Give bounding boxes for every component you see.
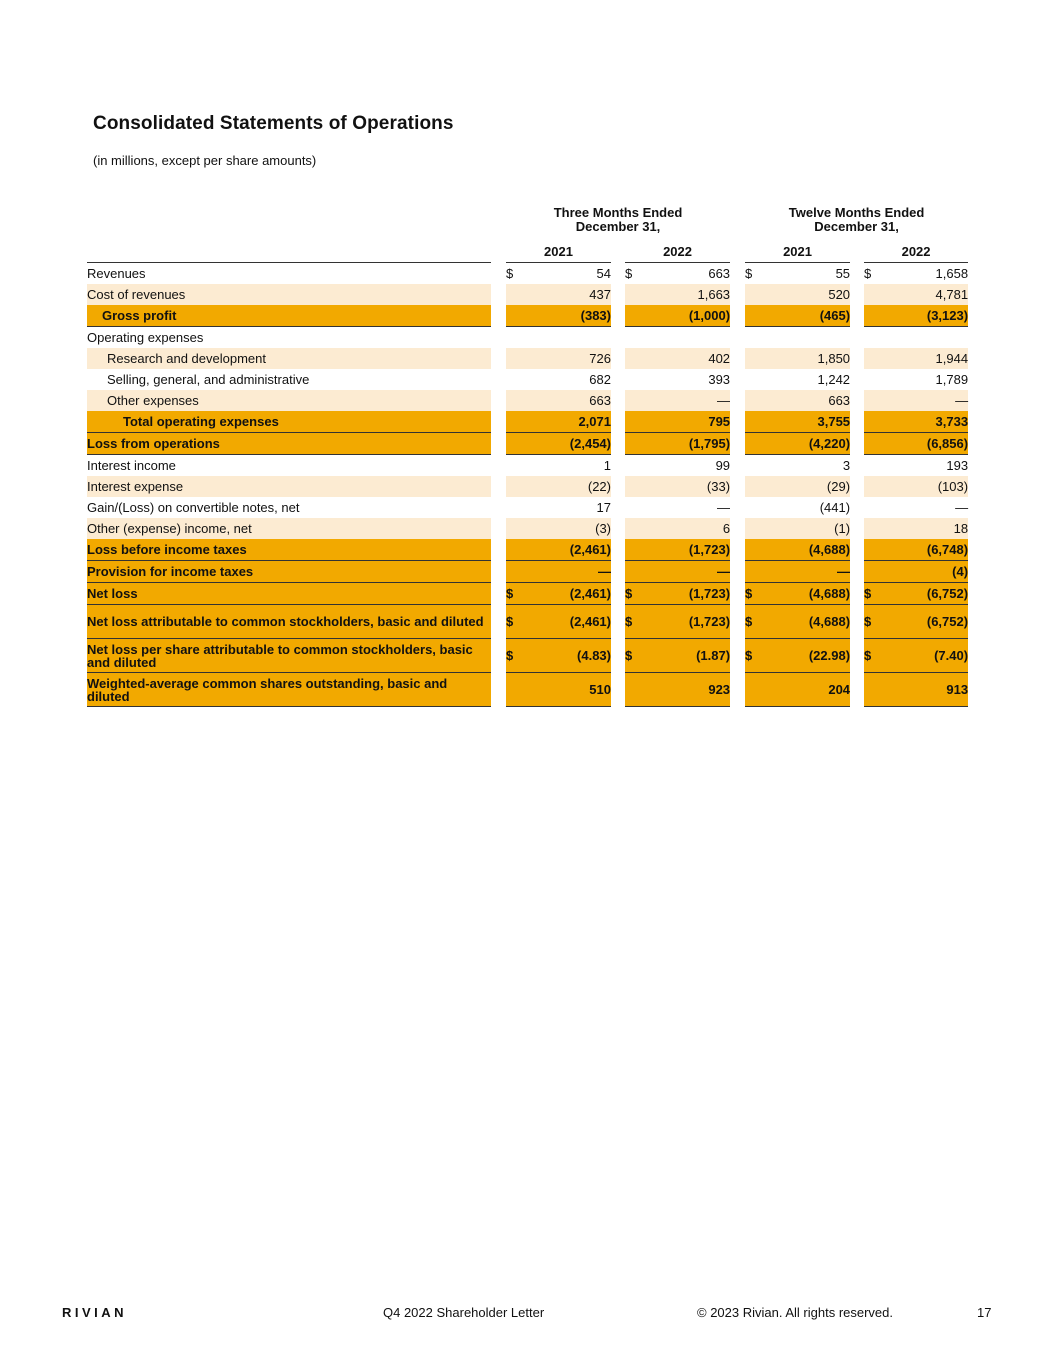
dollar-sign: $	[625, 605, 643, 639]
table-row	[87, 455, 968, 477]
value-cell: —	[763, 561, 850, 583]
row-label: Cost of revenues	[87, 284, 491, 305]
row-label: Selling, general, and administrative	[87, 369, 491, 390]
dollar-sign	[864, 369, 882, 390]
dollar-sign	[864, 497, 882, 518]
value-cell: 1,944	[882, 348, 968, 369]
value-cell: —	[882, 390, 968, 411]
header-twelve-months: Twelve Months Ended December 31,	[788, 205, 925, 234]
table-row	[87, 539, 968, 561]
dollar-sign	[864, 561, 882, 583]
row-label: Loss from operations	[87, 433, 491, 455]
dollar-sign: $	[506, 583, 524, 605]
table-row	[87, 476, 968, 497]
value-cell: (22.98)	[763, 639, 850, 673]
dollar-sign	[625, 411, 643, 433]
value-cell: 393	[643, 369, 730, 390]
table-row	[87, 561, 968, 583]
value-cell: 923	[643, 673, 730, 707]
year-header: 2021	[745, 240, 850, 263]
row-label: Revenues	[87, 263, 491, 285]
dollar-sign	[864, 476, 882, 497]
dollar-sign	[745, 411, 763, 433]
year-header: 2022	[864, 240, 968, 263]
dollar-sign	[625, 390, 643, 411]
value-cell: (1,795)	[643, 433, 730, 455]
dollar-sign	[864, 455, 882, 477]
year-header: 2022	[625, 240, 730, 263]
table-row	[87, 605, 968, 639]
value-cell: 682	[524, 369, 611, 390]
value-cell: (441)	[763, 497, 850, 518]
dollar-sign	[625, 369, 643, 390]
value-cell: 17	[524, 497, 611, 518]
dollar-sign	[745, 369, 763, 390]
dollar-sign	[625, 561, 643, 583]
value-cell: 3,733	[882, 411, 968, 433]
footer-letter-title: Q4 2022 Shareholder Letter	[383, 1305, 545, 1320]
dollar-sign: $	[864, 583, 882, 605]
value-cell: 1	[524, 455, 611, 477]
table-row	[87, 497, 968, 518]
dollar-sign	[625, 455, 643, 477]
row-label: Provision for income taxes	[87, 561, 491, 583]
dollar-sign	[864, 390, 882, 411]
dollar-sign	[625, 433, 643, 455]
row-label: Interest expense	[87, 476, 491, 497]
row-label: Loss before income taxes	[87, 539, 491, 561]
table-row	[87, 411, 968, 433]
value-cell: 510	[524, 673, 611, 707]
value-cell: 663	[763, 390, 850, 411]
value-cell: (1,723)	[643, 539, 730, 561]
value-cell: (1)	[763, 518, 850, 539]
dollar-sign: $	[506, 639, 524, 673]
table-row	[87, 263, 968, 285]
value-cell: (1,000)	[643, 305, 730, 327]
row-label: Interest income	[87, 455, 491, 477]
dollar-sign	[864, 348, 882, 369]
value-cell: (6,856)	[882, 433, 968, 455]
row-label: Other expenses	[87, 390, 491, 411]
value-cell	[643, 327, 730, 349]
value-cell: 204	[763, 673, 850, 707]
dollar-sign	[506, 411, 524, 433]
dollar-sign	[745, 390, 763, 411]
row-label: Net loss	[87, 583, 491, 605]
header-three-months: Three Months Ended December 31,	[553, 205, 683, 234]
table-row	[87, 305, 968, 327]
row-label: Research and development	[87, 348, 491, 369]
value-cell: 3,755	[763, 411, 850, 433]
dollar-sign	[625, 673, 643, 707]
value-cell: 193	[882, 455, 968, 477]
value-cell: (3,123)	[882, 305, 968, 327]
value-cell: 1,850	[763, 348, 850, 369]
dollar-sign	[745, 539, 763, 561]
table-row	[87, 583, 968, 605]
value-cell: (1,723)	[643, 583, 730, 605]
table-row	[87, 639, 968, 673]
row-label: Net loss per share attributable to common stockholders, basic and diluted	[87, 639, 491, 673]
dollar-sign	[745, 327, 763, 349]
value-cell: (4,220)	[763, 433, 850, 455]
dollar-sign	[864, 305, 882, 327]
page-title: Consolidated Statements of Operations	[93, 113, 454, 134]
dollar-sign	[625, 284, 643, 305]
dollar-sign	[506, 369, 524, 390]
value-cell: 913	[882, 673, 968, 707]
row-label: Net loss attributable to common stockholders, basic and diluted	[87, 605, 491, 639]
dollar-sign: $	[864, 605, 882, 639]
value-cell: (29)	[763, 476, 850, 497]
value-cell: 1,658	[882, 263, 968, 285]
value-cell: —	[882, 497, 968, 518]
dollar-sign	[745, 433, 763, 455]
value-cell: 726	[524, 348, 611, 369]
dollar-sign	[506, 561, 524, 583]
dollar-sign	[506, 284, 524, 305]
dollar-sign	[864, 539, 882, 561]
table-row	[87, 433, 968, 455]
dollar-sign	[506, 518, 524, 539]
row-label: Gain/(Loss) on convertible notes, net	[87, 497, 491, 518]
dollar-sign	[506, 327, 524, 349]
value-cell: 6	[643, 518, 730, 539]
value-cell: (3)	[524, 518, 611, 539]
value-cell: 1,789	[882, 369, 968, 390]
dollar-sign	[506, 476, 524, 497]
value-cell: (383)	[524, 305, 611, 327]
dollar-sign: $	[625, 583, 643, 605]
dollar-sign	[745, 476, 763, 497]
row-label: Weighted-average common shares outstanding, basic and diluted	[87, 673, 491, 707]
value-cell: (2,461)	[524, 539, 611, 561]
dollar-sign: $	[864, 263, 882, 285]
value-cell: (4.83)	[524, 639, 611, 673]
dollar-sign: $	[506, 605, 524, 639]
dollar-sign	[506, 539, 524, 561]
value-cell: (4,688)	[763, 583, 850, 605]
value-cell: —	[643, 561, 730, 583]
value-cell: (1.87)	[643, 639, 730, 673]
dollar-sign	[745, 455, 763, 477]
dollar-sign	[506, 433, 524, 455]
value-cell: 402	[643, 348, 730, 369]
table-row	[87, 284, 968, 305]
dollar-sign	[745, 497, 763, 518]
dollar-sign: $	[745, 263, 763, 285]
value-cell: 18	[882, 518, 968, 539]
table-row	[87, 390, 968, 411]
value-cell: 54	[524, 263, 611, 285]
dollar-sign	[864, 673, 882, 707]
value-cell: (103)	[882, 476, 968, 497]
row-label: Total operating expenses	[87, 411, 491, 433]
dollar-sign	[745, 284, 763, 305]
dollar-sign	[745, 673, 763, 707]
dollar-sign	[625, 497, 643, 518]
dollar-sign	[864, 327, 882, 349]
value-cell: 663	[524, 390, 611, 411]
dollar-sign	[506, 497, 524, 518]
dollar-sign	[625, 348, 643, 369]
dollar-sign	[506, 305, 524, 327]
value-cell: (4)	[882, 561, 968, 583]
dollar-sign	[506, 455, 524, 477]
value-cell: —	[524, 561, 611, 583]
dollar-sign	[506, 673, 524, 707]
value-cell: (33)	[643, 476, 730, 497]
dollar-sign	[745, 561, 763, 583]
value-cell: (2,461)	[524, 583, 611, 605]
table-row	[87, 673, 968, 707]
row-label: Operating expenses	[87, 327, 491, 349]
value-cell: —	[643, 390, 730, 411]
value-cell: 4,781	[882, 284, 968, 305]
value-cell: (6,752)	[882, 583, 968, 605]
dollar-sign	[864, 433, 882, 455]
dollar-sign	[625, 539, 643, 561]
value-cell: 663	[643, 263, 730, 285]
value-cell: (4,688)	[763, 539, 850, 561]
value-cell: (2,461)	[524, 605, 611, 639]
dollar-sign	[745, 348, 763, 369]
dollar-sign: $	[745, 639, 763, 673]
row-label: Gross profit	[87, 305, 491, 327]
dollar-sign: $	[864, 639, 882, 673]
operations-table	[87, 206, 968, 707]
table-row	[87, 327, 968, 349]
value-cell: (6,752)	[882, 605, 968, 639]
value-cell	[524, 327, 611, 349]
dollar-sign	[745, 305, 763, 327]
dollar-sign	[625, 327, 643, 349]
value-cell: 2,071	[524, 411, 611, 433]
year-header: 2021	[506, 240, 611, 263]
value-cell: 3	[763, 455, 850, 477]
dollar-sign: $	[625, 263, 643, 285]
page-number: 17	[977, 1305, 992, 1320]
value-cell: (2,454)	[524, 433, 611, 455]
dollar-sign: $	[625, 639, 643, 673]
value-cell: (6,748)	[882, 539, 968, 561]
value-cell: 1,663	[643, 284, 730, 305]
value-cell: (7.40)	[882, 639, 968, 673]
dollar-sign	[625, 305, 643, 327]
dollar-sign	[745, 518, 763, 539]
value-cell: (4,688)	[763, 605, 850, 639]
value-cell: 437	[524, 284, 611, 305]
value-cell	[882, 327, 968, 349]
value-cell: (22)	[524, 476, 611, 497]
value-cell: 55	[763, 263, 850, 285]
table-row	[87, 518, 968, 539]
value-cell: 99	[643, 455, 730, 477]
value-cell: 1,242	[763, 369, 850, 390]
dollar-sign	[864, 411, 882, 433]
rivian-logo: RIVIAN	[62, 1305, 128, 1320]
units-note: (in millions, except per share amounts)	[93, 153, 317, 168]
value-cell: 520	[763, 284, 850, 305]
value-cell: 795	[643, 411, 730, 433]
dollar-sign	[506, 348, 524, 369]
value-cell	[763, 327, 850, 349]
dollar-sign: $	[506, 263, 524, 285]
dollar-sign	[625, 476, 643, 497]
dollar-sign	[864, 284, 882, 305]
dollar-sign: $	[745, 583, 763, 605]
table-row	[87, 369, 968, 390]
dollar-sign	[506, 390, 524, 411]
value-cell: (1,723)	[643, 605, 730, 639]
value-cell: (465)	[763, 305, 850, 327]
dollar-sign	[864, 518, 882, 539]
value-cell: —	[643, 497, 730, 518]
dollar-sign: $	[745, 605, 763, 639]
row-label: Other (expense) income, net	[87, 518, 491, 539]
table-row	[87, 348, 968, 369]
footer-copyright: © 2023 Rivian. All rights reserved.	[697, 1305, 894, 1320]
dollar-sign	[625, 518, 643, 539]
